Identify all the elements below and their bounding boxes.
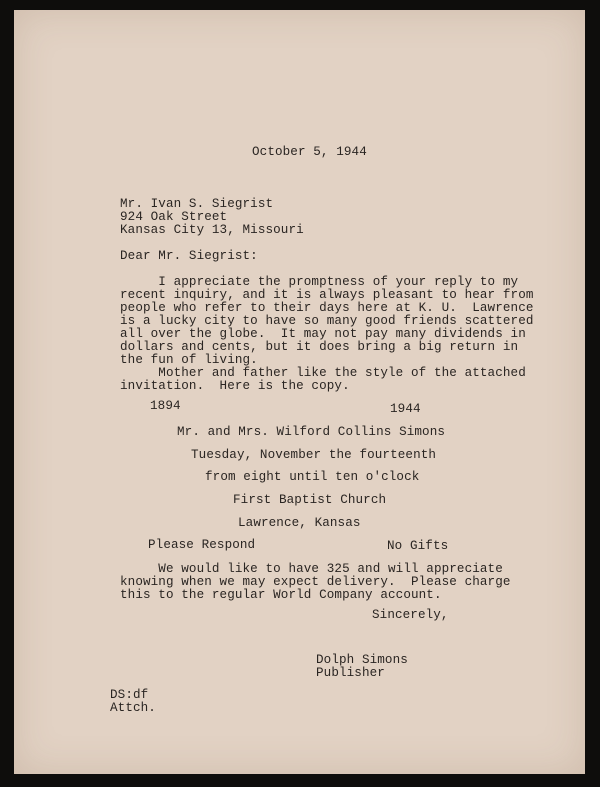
recipient-city: Kansas City 13, Missouri (120, 223, 304, 237)
typist-initials: DS:df (110, 688, 149, 702)
invitation-line-3: from eight until ten o'clock (205, 470, 420, 484)
invitation-respond: Please Respond (148, 538, 256, 552)
paragraph-1-line-6: dollars and cents, but it does bring a big return in (120, 340, 519, 354)
invitation-line-2: Tuesday, November the fourteenth (191, 448, 437, 462)
invitation-year-right: 1944 (390, 402, 421, 416)
closing: Sincerely, (372, 608, 449, 622)
enclosure-note: Attch. (110, 701, 156, 715)
letter-date: October 5, 1944 (252, 145, 367, 159)
invitation-line-4: First Baptist Church (233, 493, 387, 507)
paragraph-2-line-2: invitation. Here is the copy. (120, 379, 350, 393)
paragraph-1-line-2: recent inquiry, and it is always pleasant to hear from (120, 288, 534, 302)
signer-name: Dolph Simons (316, 653, 408, 667)
invitation-gifts: No Gifts (387, 539, 449, 553)
invitation-year-left: 1894 (150, 399, 181, 413)
paragraph-1-line-4: is a lucky city to have so many good friends scattered (120, 314, 534, 328)
invitation-line-1: Mr. and Mrs. Wilford Collins Simons (177, 425, 446, 439)
letter-page (14, 10, 585, 774)
paragraph-3-line-2: knowing when we may expect delivery. Please charge (120, 575, 511, 589)
paragraph-1-line-7: the fun of living. (120, 353, 258, 367)
recipient-name: Mr. Ivan S. Siegrist (120, 197, 274, 211)
salutation: Dear Mr. Siegrist: (120, 249, 258, 263)
paragraph-2-line-1: Mother and father like the style of the attached (120, 366, 526, 380)
paragraph-1-line-5: all over the globe. It may not pay many dividends in (120, 327, 526, 341)
paragraph-3-line-1: We would like to have 325 and will appreciate (120, 562, 503, 576)
paragraph-1-line-1: I appreciate the promptness of your reply to my (120, 275, 519, 289)
recipient-street: 924 Oak Street (120, 210, 228, 224)
invitation-line-5: Lawrence, Kansas (238, 516, 361, 530)
signer-title: Publisher (316, 666, 385, 680)
paragraph-3-line-3: this to the regular World Company account. (120, 588, 442, 602)
paragraph-1-line-3: people who refer to their days here at K. U. Lawrence (120, 301, 534, 315)
